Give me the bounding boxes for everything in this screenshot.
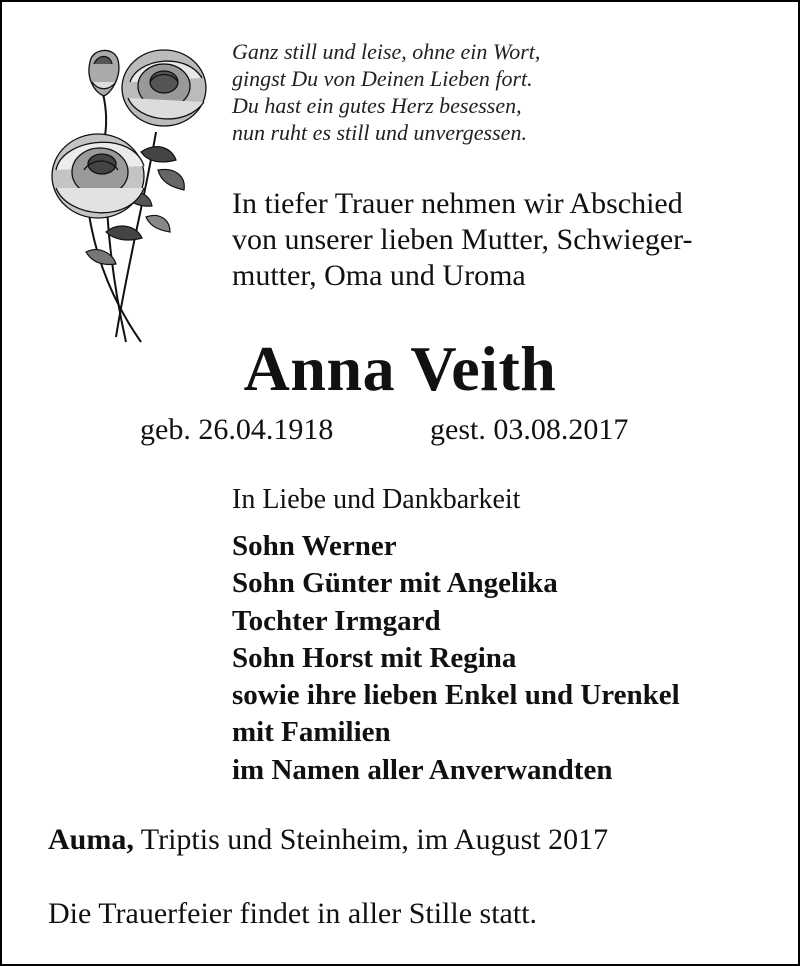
poem-line: Du hast ein gutes Herz besessen, (232, 93, 522, 118)
poem-line: gingst Du von Deinen Lieben fort. (232, 66, 533, 91)
roses-icon (46, 42, 218, 348)
intro-line: von unserer lieben Mutter, Schwieger- (232, 223, 693, 256)
mourner-entry: mit Familien (232, 716, 391, 749)
mourner-entry: im Namen aller Anverwandten (232, 753, 613, 786)
location-town: Auma, (48, 823, 134, 856)
poem-line: nun ruht es still und unvergessen. (232, 120, 527, 145)
poem (232, 38, 540, 146)
mourner-entry: Tochter Irmgard (232, 604, 441, 637)
death-date: gest. 03.08.2017 (430, 413, 629, 446)
deceased-name: Anna Veith (243, 333, 557, 404)
mourner-entry: Sohn Günter mit Angelika (232, 567, 558, 600)
mourner-entry: Sohn Horst mit Regina (232, 641, 517, 674)
intro-text (232, 186, 693, 294)
poem-line: Ganz still und leise, ohne ein Wort, (232, 39, 541, 64)
intro-line: In tiefer Trauer nehmen wir Abschied (232, 187, 683, 220)
mourners-list (232, 528, 680, 789)
location-line (48, 820, 608, 860)
mourners-heading: In Liebe und Dankbarkeit (232, 484, 521, 515)
birth-date: geb. 26.04.1918 (140, 413, 334, 446)
location-rest: Triptis und Steinheim, im August 2017 (133, 823, 609, 856)
mourner-entry: sowie ihre lieben Enkel und Urenkel (232, 679, 680, 712)
mourner-entry: Sohn Werner (232, 530, 397, 562)
intro-line: mutter, Oma und Uroma (232, 259, 526, 292)
ceremony-note: Die Trauerfeier findet in aller Stille statt. (48, 897, 538, 930)
